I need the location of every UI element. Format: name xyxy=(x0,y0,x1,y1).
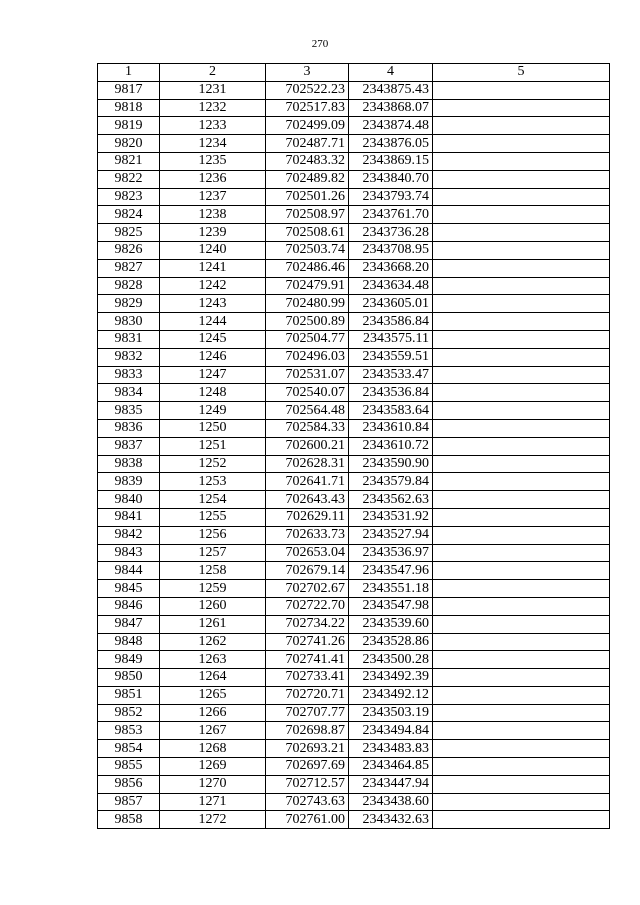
table-cell-col-1: 9846 xyxy=(98,597,160,615)
table-cell-col-4: 2343668.20 xyxy=(349,259,433,277)
table-cell-col-1: 9831 xyxy=(98,330,160,348)
table-cell-col-3: 702702.67 xyxy=(266,580,349,598)
table-row xyxy=(98,793,610,811)
table-cell-col-3: 702496.03 xyxy=(266,348,349,366)
table-cell-col-4: 2343531.92 xyxy=(349,508,433,526)
table-cell-col-3: 702629.11 xyxy=(266,508,349,526)
table-cell-col-3: 702720.71 xyxy=(266,686,349,704)
table-cell-col-4: 2343874.48 xyxy=(349,117,433,135)
table-cell-col-4: 2343492.12 xyxy=(349,686,433,704)
table-cell-col-3: 702508.97 xyxy=(266,206,349,224)
table-cell-col-2: 1254 xyxy=(160,491,266,509)
table-cell-col-4: 2343875.43 xyxy=(349,81,433,99)
table-row xyxy=(98,384,610,402)
table-cell-col-5 xyxy=(433,224,610,242)
table-cell-col-2: 1267 xyxy=(160,722,266,740)
table-cell-col-4: 2343539.60 xyxy=(349,615,433,633)
table-row xyxy=(98,508,610,526)
table-cell-col-2: 1240 xyxy=(160,241,266,259)
table-cell-col-1: 9819 xyxy=(98,117,160,135)
table-cell-col-5 xyxy=(433,330,610,348)
table-cell-col-5 xyxy=(433,81,610,99)
table-cell-col-5 xyxy=(433,615,610,633)
table-row xyxy=(98,170,610,188)
coordinate-table xyxy=(97,63,610,829)
table-cell-col-2: 1253 xyxy=(160,473,266,491)
table-cell-col-4: 2343551.18 xyxy=(349,580,433,598)
table-cell-col-2: 1260 xyxy=(160,597,266,615)
table-cell-col-5 xyxy=(433,402,610,420)
table-cell-col-4: 2343761.70 xyxy=(349,206,433,224)
table-row xyxy=(98,740,610,758)
table-body xyxy=(98,81,610,828)
table-cell-col-5 xyxy=(433,206,610,224)
table-cell-col-3: 702722.70 xyxy=(266,597,349,615)
table-cell-col-3: 702486.46 xyxy=(266,259,349,277)
column-header-3: 3 xyxy=(266,64,349,82)
table-cell-col-3: 702487.71 xyxy=(266,135,349,153)
page-number: 270 xyxy=(311,38,329,50)
table-cell-col-1: 9858 xyxy=(98,811,160,829)
table-cell-col-4: 2343876.05 xyxy=(349,135,433,153)
table-cell-col-5 xyxy=(433,491,610,509)
table-cell-col-3: 702501.26 xyxy=(266,188,349,206)
table-cell-col-5 xyxy=(433,526,610,544)
table-cell-col-5 xyxy=(433,758,610,776)
table-cell-col-3: 702522.23 xyxy=(266,81,349,99)
table-cell-col-1: 9830 xyxy=(98,313,160,331)
table-cell-col-2: 1255 xyxy=(160,508,266,526)
table-cell-col-4: 2343575.11 xyxy=(349,330,433,348)
table-cell-col-4: 2343579.84 xyxy=(349,473,433,491)
table-cell-col-2: 1242 xyxy=(160,277,266,295)
table-cell-col-4: 2343869.15 xyxy=(349,152,433,170)
table-cell-col-3: 702741.41 xyxy=(266,651,349,669)
table-cell-col-4: 2343492.39 xyxy=(349,669,433,687)
table-row xyxy=(98,295,610,313)
table-row xyxy=(98,419,610,437)
table-cell-col-3: 702499.09 xyxy=(266,117,349,135)
table-cell-col-2: 1236 xyxy=(160,170,266,188)
table-cell-col-1: 9857 xyxy=(98,793,160,811)
table-cell-col-2: 1232 xyxy=(160,99,266,117)
table-cell-col-1: 9840 xyxy=(98,491,160,509)
table-cell-col-1: 9835 xyxy=(98,402,160,420)
table-cell-col-3: 702741.26 xyxy=(266,633,349,651)
table-cell-col-2: 1261 xyxy=(160,615,266,633)
table-cell-col-4: 2343634.48 xyxy=(349,277,433,295)
table-cell-col-5 xyxy=(433,740,610,758)
table-cell-col-4: 2343536.84 xyxy=(349,384,433,402)
table-cell-col-2: 1241 xyxy=(160,259,266,277)
table-cell-col-2: 1235 xyxy=(160,152,266,170)
table-cell-col-2: 1243 xyxy=(160,295,266,313)
table-cell-col-5 xyxy=(433,170,610,188)
table-cell-col-5 xyxy=(433,508,610,526)
table-cell-col-5 xyxy=(433,188,610,206)
table-cell-col-3: 702503.74 xyxy=(266,241,349,259)
table-cell-col-3: 702489.82 xyxy=(266,170,349,188)
table-cell-col-1: 9837 xyxy=(98,437,160,455)
table-cell-col-4: 2343494.84 xyxy=(349,722,433,740)
table-cell-col-5 xyxy=(433,348,610,366)
table-cell-col-2: 1262 xyxy=(160,633,266,651)
table-row xyxy=(98,686,610,704)
table-cell-col-1: 9824 xyxy=(98,206,160,224)
table-cell-col-2: 1270 xyxy=(160,775,266,793)
table-cell-col-5 xyxy=(433,135,610,153)
table-row xyxy=(98,562,610,580)
table-row xyxy=(98,152,610,170)
table-cell-col-4: 2343500.28 xyxy=(349,651,433,669)
table-cell-col-5 xyxy=(433,775,610,793)
table-cell-col-3: 702500.89 xyxy=(266,313,349,331)
table-cell-col-4: 2343840.70 xyxy=(349,170,433,188)
table-row xyxy=(98,99,610,117)
table-cell-col-3: 702504.77 xyxy=(266,330,349,348)
table-cell-col-4: 2343527.94 xyxy=(349,526,433,544)
table-cell-col-1: 9853 xyxy=(98,722,160,740)
table-cell-col-4: 2343605.01 xyxy=(349,295,433,313)
table-cell-col-1: 9856 xyxy=(98,775,160,793)
table-cell-col-1: 9827 xyxy=(98,259,160,277)
table-cell-col-1: 9848 xyxy=(98,633,160,651)
table-cell-col-2: 1258 xyxy=(160,562,266,580)
table-cell-col-5 xyxy=(433,419,610,437)
table-cell-col-3: 702698.87 xyxy=(266,722,349,740)
table-row xyxy=(98,402,610,420)
table-row xyxy=(98,224,610,242)
table-cell-col-4: 2343610.72 xyxy=(349,437,433,455)
table-row xyxy=(98,651,610,669)
table-cell-col-1: 9852 xyxy=(98,704,160,722)
table-cell-col-5 xyxy=(433,99,610,117)
table-cell-col-1: 9822 xyxy=(98,170,160,188)
table-row xyxy=(98,135,610,153)
table-cell-col-4: 2343464.85 xyxy=(349,758,433,776)
table-row xyxy=(98,366,610,384)
table-cell-col-4: 2343503.19 xyxy=(349,704,433,722)
table-cell-col-2: 1237 xyxy=(160,188,266,206)
table-row xyxy=(98,544,610,562)
table-row xyxy=(98,597,610,615)
table-cell-col-4: 2343708.95 xyxy=(349,241,433,259)
table-cell-col-1: 9838 xyxy=(98,455,160,473)
table-cell-col-4: 2343736.28 xyxy=(349,224,433,242)
table-cell-col-2: 1268 xyxy=(160,740,266,758)
table-row xyxy=(98,313,610,331)
table-cell-col-4: 2343438.60 xyxy=(349,793,433,811)
table-cell-col-3: 702641.71 xyxy=(266,473,349,491)
table-cell-col-4: 2343562.63 xyxy=(349,491,433,509)
table-cell-col-1: 9823 xyxy=(98,188,160,206)
table-cell-col-4: 2343590.90 xyxy=(349,455,433,473)
table-cell-col-2: 1239 xyxy=(160,224,266,242)
table-cell-col-5 xyxy=(433,651,610,669)
table-cell-col-1: 9832 xyxy=(98,348,160,366)
table-cell-col-1: 9839 xyxy=(98,473,160,491)
table-cell-col-2: 1248 xyxy=(160,384,266,402)
table-cell-col-1: 9820 xyxy=(98,135,160,153)
table-cell-col-5 xyxy=(433,455,610,473)
table-cell-col-3: 702564.48 xyxy=(266,402,349,420)
table-cell-col-3: 702693.21 xyxy=(266,740,349,758)
table-cell-col-3: 702653.04 xyxy=(266,544,349,562)
table-cell-col-3: 702679.14 xyxy=(266,562,349,580)
table-cell-col-4: 2343533.47 xyxy=(349,366,433,384)
table-cell-col-3: 702483.32 xyxy=(266,152,349,170)
table-cell-col-5 xyxy=(433,793,610,811)
table-cell-col-5 xyxy=(433,704,610,722)
table-row xyxy=(98,633,610,651)
table-cell-col-4: 2343583.64 xyxy=(349,402,433,420)
table-cell-col-2: 1269 xyxy=(160,758,266,776)
table-row xyxy=(98,241,610,259)
table-cell-col-5 xyxy=(433,384,610,402)
table-cell-col-4: 2343793.74 xyxy=(349,188,433,206)
table-cell-col-5 xyxy=(433,633,610,651)
table-cell-col-3: 702643.43 xyxy=(266,491,349,509)
table-row xyxy=(98,117,610,135)
table-cell-col-1: 9829 xyxy=(98,295,160,313)
table-cell-col-5 xyxy=(433,259,610,277)
table-cell-col-4: 2343536.97 xyxy=(349,544,433,562)
table-cell-col-4: 2343483.83 xyxy=(349,740,433,758)
table-cell-col-2: 1256 xyxy=(160,526,266,544)
table-cell-col-3: 702743.63 xyxy=(266,793,349,811)
table-cell-col-1: 9850 xyxy=(98,669,160,687)
table-cell-col-2: 1266 xyxy=(160,704,266,722)
table-cell-col-2: 1247 xyxy=(160,366,266,384)
table-row xyxy=(98,473,610,491)
table-row xyxy=(98,775,610,793)
table-cell-col-4: 2343432.63 xyxy=(349,811,433,829)
table-cell-col-2: 1233 xyxy=(160,117,266,135)
table-cell-col-5 xyxy=(433,241,610,259)
table-cell-col-3: 702517.83 xyxy=(266,99,349,117)
table-cell-col-2: 1231 xyxy=(160,81,266,99)
table-cell-col-3: 702697.69 xyxy=(266,758,349,776)
table-cell-col-3: 702584.33 xyxy=(266,419,349,437)
table-cell-col-1: 9847 xyxy=(98,615,160,633)
table-cell-col-3: 702600.21 xyxy=(266,437,349,455)
table-row xyxy=(98,455,610,473)
table-cell-col-1: 9826 xyxy=(98,241,160,259)
table-header-row xyxy=(98,64,610,82)
table-cell-col-5 xyxy=(433,597,610,615)
table-cell-col-1: 9844 xyxy=(98,562,160,580)
table-cell-col-2: 1271 xyxy=(160,793,266,811)
table-cell-col-1: 9818 xyxy=(98,99,160,117)
table-cell-col-2: 1272 xyxy=(160,811,266,829)
table-cell-col-4: 2343868.07 xyxy=(349,99,433,117)
table-cell-col-1: 9842 xyxy=(98,526,160,544)
table-cell-col-5 xyxy=(433,722,610,740)
table-cell-col-2: 1252 xyxy=(160,455,266,473)
table-cell-col-3: 702734.22 xyxy=(266,615,349,633)
table-cell-col-1: 9849 xyxy=(98,651,160,669)
table-cell-col-5 xyxy=(433,295,610,313)
table-cell-col-1: 9834 xyxy=(98,384,160,402)
table-cell-col-3: 702633.73 xyxy=(266,526,349,544)
table-cell-col-5 xyxy=(433,277,610,295)
table-row xyxy=(98,437,610,455)
column-header-1: 1 xyxy=(98,64,160,82)
table-row xyxy=(98,811,610,829)
table-cell-col-3: 702480.99 xyxy=(266,295,349,313)
table-cell-col-1: 9836 xyxy=(98,419,160,437)
table-row xyxy=(98,259,610,277)
table-cell-col-3: 702733.41 xyxy=(266,669,349,687)
table-cell-col-4: 2343528.86 xyxy=(349,633,433,651)
table-cell-col-5 xyxy=(433,313,610,331)
table-cell-col-2: 1245 xyxy=(160,330,266,348)
table-cell-col-4: 2343559.51 xyxy=(349,348,433,366)
table-row xyxy=(98,758,610,776)
table-cell-col-3: 702761.00 xyxy=(266,811,349,829)
table-cell-col-1: 9833 xyxy=(98,366,160,384)
table-cell-col-2: 1238 xyxy=(160,206,266,224)
table-cell-col-3: 702531.07 xyxy=(266,366,349,384)
column-header-2: 2 xyxy=(160,64,266,82)
table-cell-col-5 xyxy=(433,152,610,170)
table-cell-col-4: 2343547.98 xyxy=(349,597,433,615)
table-cell-col-5 xyxy=(433,580,610,598)
table-cell-col-1: 9821 xyxy=(98,152,160,170)
table-row xyxy=(98,491,610,509)
table-row xyxy=(98,669,610,687)
table-row xyxy=(98,277,610,295)
table-cell-col-2: 1259 xyxy=(160,580,266,598)
table-cell-col-5 xyxy=(433,562,610,580)
table-cell-col-3: 702707.77 xyxy=(266,704,349,722)
table-cell-col-5 xyxy=(433,686,610,704)
table-cell-col-2: 1257 xyxy=(160,544,266,562)
table-cell-col-2: 1250 xyxy=(160,419,266,437)
table-cell-col-5 xyxy=(433,366,610,384)
table-row xyxy=(98,615,610,633)
table-cell-col-2: 1264 xyxy=(160,669,266,687)
table-cell-col-2: 1244 xyxy=(160,313,266,331)
table-cell-col-1: 9825 xyxy=(98,224,160,242)
table-cell-col-1: 9843 xyxy=(98,544,160,562)
table-row xyxy=(98,81,610,99)
table-cell-col-1: 9854 xyxy=(98,740,160,758)
table-cell-col-3: 702628.31 xyxy=(266,455,349,473)
table-cell-col-2: 1246 xyxy=(160,348,266,366)
table-cell-col-2: 1263 xyxy=(160,651,266,669)
table-row xyxy=(98,348,610,366)
table-cell-col-2: 1249 xyxy=(160,402,266,420)
table-cell-col-1: 9841 xyxy=(98,508,160,526)
table-cell-col-1: 9817 xyxy=(98,81,160,99)
table-cell-col-3: 702712.57 xyxy=(266,775,349,793)
table-cell-col-3: 702508.61 xyxy=(266,224,349,242)
table-cell-col-2: 1251 xyxy=(160,437,266,455)
table-cell-col-1: 9855 xyxy=(98,758,160,776)
table-row xyxy=(98,704,610,722)
table-cell-col-5 xyxy=(433,811,610,829)
table-cell-col-3: 702540.07 xyxy=(266,384,349,402)
table-cell-col-1: 9845 xyxy=(98,580,160,598)
table-cell-col-5 xyxy=(433,544,610,562)
table-row xyxy=(98,206,610,224)
table-cell-col-5 xyxy=(433,669,610,687)
table-cell-col-4: 2343547.96 xyxy=(349,562,433,580)
table-cell-col-5 xyxy=(433,437,610,455)
table-row xyxy=(98,330,610,348)
table-row xyxy=(98,188,610,206)
table-cell-col-3: 702479.91 xyxy=(266,277,349,295)
table-cell-col-5 xyxy=(433,117,610,135)
table-row xyxy=(98,526,610,544)
table-cell-col-2: 1265 xyxy=(160,686,266,704)
table-row xyxy=(98,722,610,740)
column-header-5: 5 xyxy=(433,64,610,82)
table-cell-col-4: 2343447.94 xyxy=(349,775,433,793)
table-cell-col-4: 2343586.84 xyxy=(349,313,433,331)
table-cell-col-4: 2343610.84 xyxy=(349,419,433,437)
table-row xyxy=(98,580,610,598)
table-cell-col-1: 9851 xyxy=(98,686,160,704)
table-cell-col-5 xyxy=(433,473,610,491)
table-cell-col-1: 9828 xyxy=(98,277,160,295)
column-header-4: 4 xyxy=(349,64,433,82)
table-cell-col-2: 1234 xyxy=(160,135,266,153)
